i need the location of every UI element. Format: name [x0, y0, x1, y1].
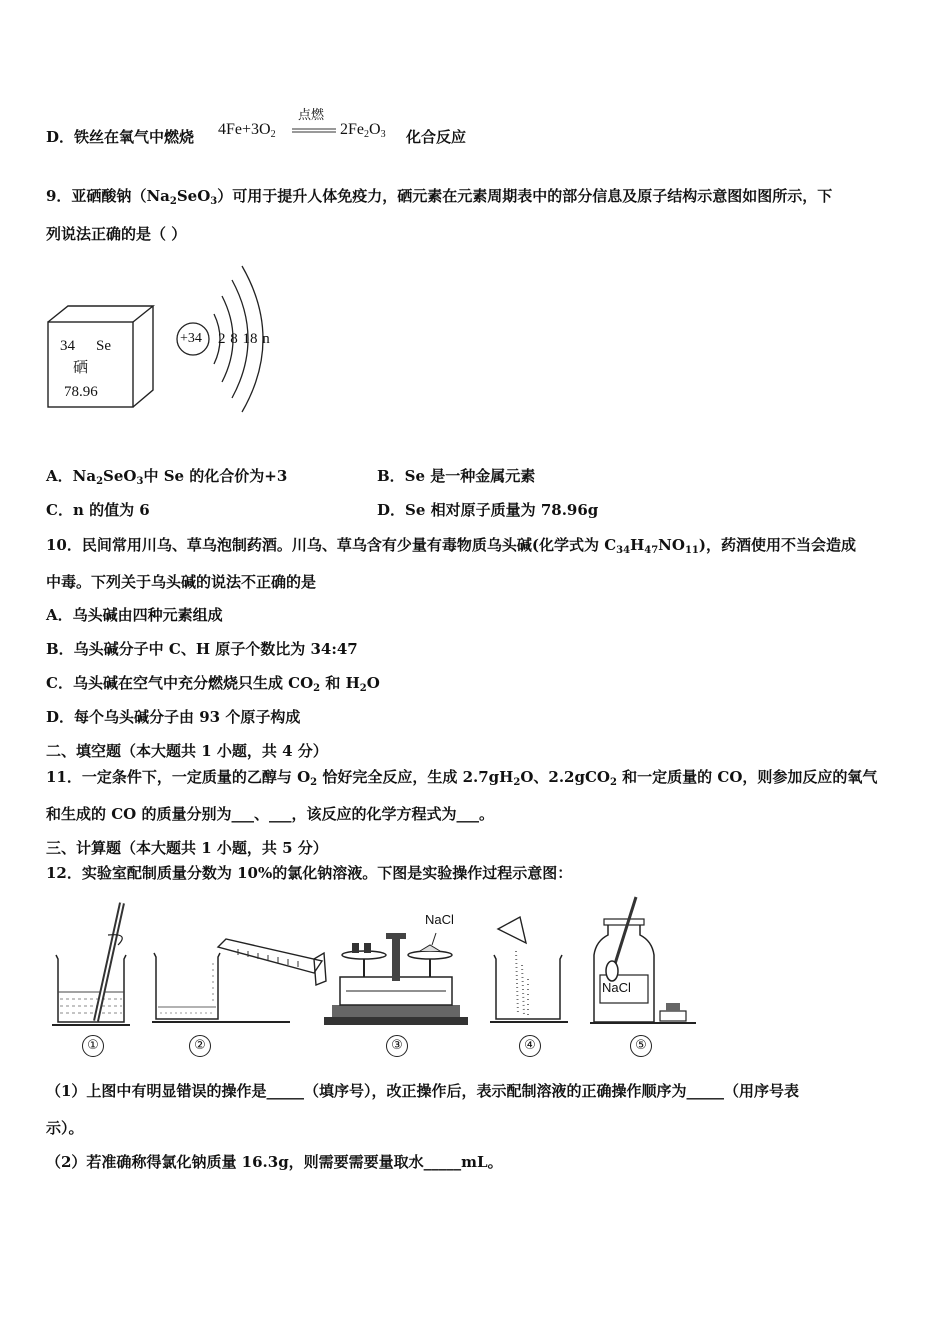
element-cube [46, 300, 158, 412]
q12-stem: 12．实验室配制质量分数为 10%的氯化钠溶液。下图是实验操作过程示意图： [46, 864, 573, 882]
step-label-3: ③ [386, 1035, 408, 1057]
q9-option-d: D．Se 相对原子质量为 78.96g [377, 501, 599, 519]
q8-option-d [46, 127, 194, 147]
section-fill-in-title: 二、填空题（本大题共 1 小题，共 4 分） [46, 742, 328, 760]
q10-option-a: A．乌头碱由四种元素组成 [46, 606, 223, 624]
q8-equation-right: $2Fe_2O_3$ [340, 121, 386, 140]
q12-sub1-line2: 示）。 [46, 1119, 84, 1137]
bottle-nacl-label: NaCl [602, 980, 631, 995]
step4-pour-solid [490, 917, 568, 1022]
experiment-figure [46, 895, 706, 1030]
step2-pouring [152, 939, 326, 1022]
q8-eq-condition: 点燃 [298, 107, 325, 122]
q11-line1: 11．一定条件下，一定质量的乙醇与 $O_2$ 恰好完全反应，生成 $2.7gH_2O$、2.2gCO$_2$ 和一定质量的 CO，则参加反应的氧气 [46, 768, 878, 788]
q9-stem-line1: 9．亚硒酸钠$(Na_2SeO_3)$可用于提升人体免疫力，硒元素在元素周期表中的部分信息及原子结构示意图如图所示，下 [46, 187, 833, 207]
q12-sub1-line1: （1）上图中有明显错误的操作是_____（填序号），改正操作后，表示配制溶液的正确操作顺序为_____（用序号表 [46, 1082, 799, 1100]
element-number: 34 [60, 338, 75, 354]
element-symbol: Se [96, 338, 111, 354]
q12-sub2: （2）若准确称得氯化钠质量 16.3g，则需要需要量取水_____mL。 [46, 1153, 503, 1171]
step5-reagent-bottle [590, 897, 696, 1023]
step-label-5: ⑤ [630, 1035, 652, 1057]
q9-option-a: A．$Na_2SeO_3$中 Se 的化合价为+3 [46, 467, 288, 487]
element-name: 硒 [73, 358, 89, 376]
element-mass: 78.96 [64, 384, 98, 400]
step-label-1: ① [82, 1035, 104, 1057]
q10-stem-line1: 10．民间常用川乌、草乌泡制药酒。川乌、草乌含有少量有毒物质乌头碱(化学式为 $C_{34}H_{47}NO_{11}$)，药酒使用不当会造成 [46, 536, 856, 556]
step1-beaker-stirring [52, 903, 130, 1025]
atom-nucleus: +34 [180, 331, 202, 346]
q10-option-d: D．每个乌头碱分子由 93 个原子构成 [46, 708, 301, 726]
q8-option-d-label: D．铁丝在氧气中燃烧 [46, 128, 195, 146]
q8-equation-left: $4Fe+3O_2$ [218, 121, 276, 140]
step-label-4: ④ [519, 1035, 541, 1057]
q9-option-b: B．Se 是一种金属元素 [377, 467, 536, 485]
q8-eq-arrow [292, 127, 336, 135]
q10-option-c: C．乌头碱在空气中充分燃烧只生成 $CO_2$ 和 $H_2O$ [46, 674, 380, 694]
section-calc-title: 三、计算题（本大题共 1 小题，共 5 分） [46, 839, 328, 857]
step3-balance [324, 933, 468, 1025]
balance-nacl-label: NaCl [425, 912, 454, 927]
q10-stem-line2: 中毒。下列关于乌头碱的说法不正确的是 [46, 573, 317, 591]
q10-option-b: B．乌头碱分子中 C、H 原子个数比为 34:47 [46, 640, 358, 658]
q9-stem-line2: 列说法正确的是（ ） [46, 225, 187, 243]
atom-shells: 2 8 18 n [218, 331, 270, 347]
step-label-2: ② [189, 1035, 211, 1057]
q9-option-c: C．n 的值为 6 [46, 501, 150, 519]
q8-option-d-tail: 化合反应 [406, 128, 467, 146]
q11-line2: 和生成的 CO 的质量分别为___、___，该反应的化学方程式为___。 [46, 805, 494, 823]
